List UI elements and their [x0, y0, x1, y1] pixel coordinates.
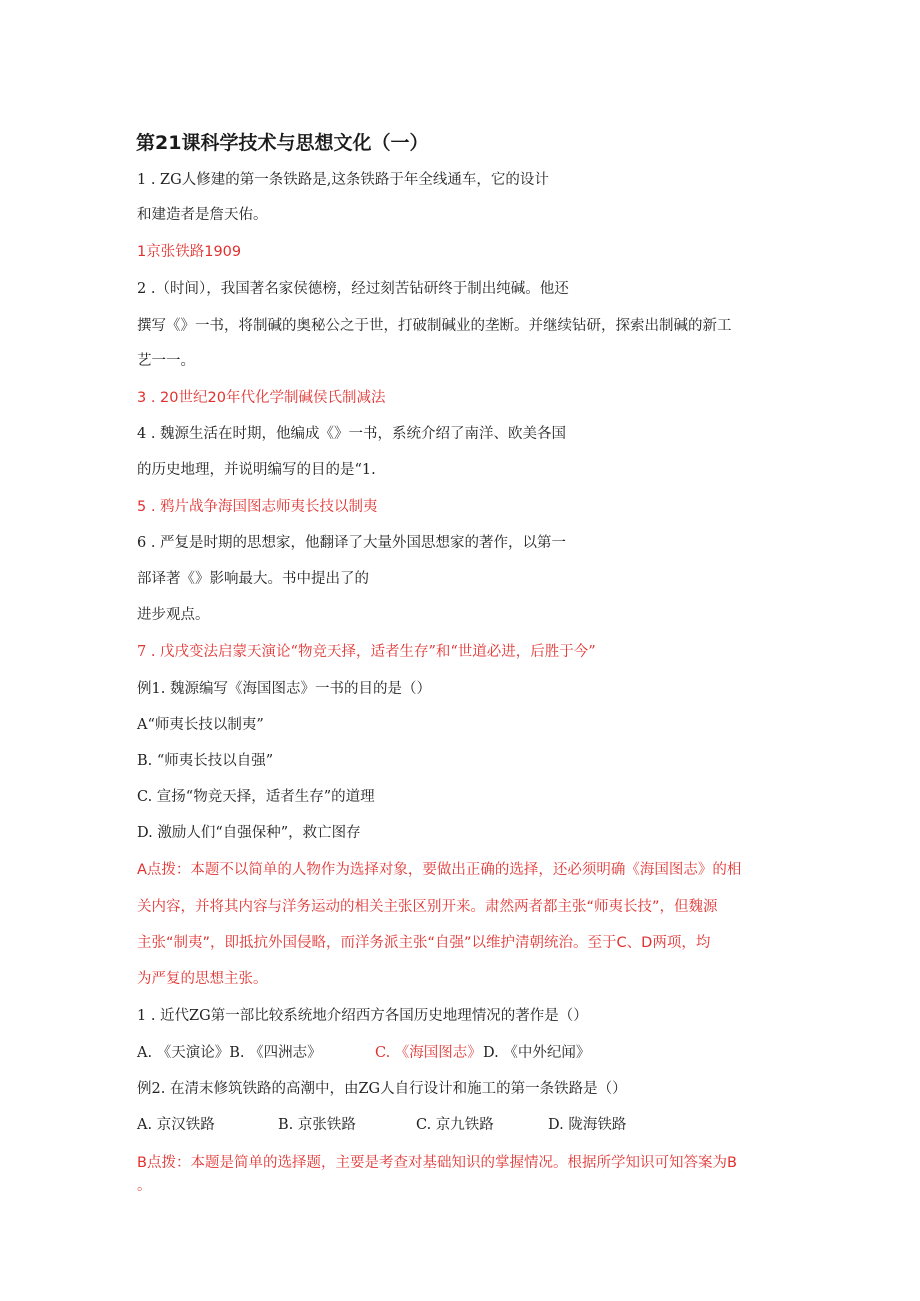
question-1-line-1: 1 . ZG人修建的第一条铁路是,这条铁路于年全线通车，它的设计 — [137, 172, 549, 188]
example-1-question: 例1. 魏源编写《海国图志》一书的目的是（） — [137, 681, 431, 697]
practice-1-option-c: C. 《海国图志》 — [375, 1045, 482, 1061]
question-2-line-2: 撰写《》一书，将制碱的奥秘公之于世，打破制碱业的垄断。并继续钻研，探索出制碱的新工 — [137, 318, 732, 334]
answer-7: 7 . 戊戌变法启蒙天演论“物竞天择，适者生存”和“世道必进，后胜于今” — [137, 644, 596, 660]
answer-3: 3 . 20世纪20年代化学制碱侯氏制减法 — [137, 390, 386, 406]
practice-1-question: 1 . 近代ZG第一部比较系统地介绍西方各国历史地理情况的著作是（） — [137, 1008, 588, 1024]
example-1-option-c: C. 宣扬“物竞天择，适者生存”的道理 — [137, 789, 375, 805]
page-title: 第21课科学技术与思想文化（一） — [136, 132, 429, 154]
example-2-option-a: A. 京汉铁路 — [137, 1117, 215, 1133]
example-1-option-d: D. 激励人们“自强保种”，救亡图存 — [137, 825, 361, 841]
example-2-answer-line-1: B点拨：本题是简单的选择题，主要是考查对基础知识的掌握情况。根据所学知识可知答案为B — [137, 1155, 737, 1171]
example-1-answer-line-4: 为严复的思想主张。 — [137, 971, 268, 987]
example-2-option-c: C. 京九铁路 — [416, 1117, 494, 1133]
question-1-line-2: 和建造者是詹天佑。 — [137, 207, 268, 223]
example-1-answer-line-2: 关内容，并将其内容与洋务运动的相关主张区别开来。肃然两者都主张“师夷长技”，但魏源 — [137, 899, 718, 915]
question-6-line-2: 部译著《》影响最大。书中提出了的 — [137, 571, 369, 587]
practice-1-options — [137, 1043, 591, 1063]
answer-5: 5 . 鸦片战争海国图志师夷长技以制夷 — [137, 499, 378, 515]
example-2-option-d: D. 陇海铁路 — [548, 1117, 627, 1133]
example-1-option-b: B. “师夷长技以自强” — [137, 753, 274, 769]
example-2-question: 例2. 在清末修筑铁路的高潮中，由ZG人自行设计和施工的第一条铁路是（） — [137, 1081, 627, 1097]
answer-1: 1京张铁路1909 — [137, 244, 242, 260]
question-6-line-3: 进步观点。 — [137, 607, 210, 623]
example-2-answer-line-2: 。 — [137, 1178, 152, 1194]
practice-1-option-d: D. 《中外纪闻》 — [483, 1045, 591, 1061]
example-1-answer-line-1: A点拨：本题不以简单的人物作为选择对象，要做出正确的选择，还必须明确《海国图志》的相 — [137, 862, 742, 878]
question-6-line-1: 6 . 严复是时期的思想家，他翻译了大量外国思想家的著作，以第一 — [137, 535, 567, 551]
question-4-line-2: 的历史地理，并说明编写的目的是“1. — [137, 462, 376, 478]
question-2-line-1: 2 .（时间），我国著名家侯德榜，经过刻苦钻研终于制出纯碱。他还 — [137, 281, 569, 297]
question-2-line-3: 艺一一。 — [137, 353, 195, 369]
example-2-option-b: B. 京张铁路 — [278, 1117, 356, 1133]
example-1-answer-line-3: 主张“制夷”，即抵抗外国侵略，而洋务派主张“自强”以维护清朝统治。至于C、D两项，均 — [137, 935, 711, 951]
example-1-option-a: A“师夷长技以制夷” — [137, 717, 264, 733]
question-4-line-1: 4 . 魏源生活在时期，他编成《》一书，系统介绍了南洋、欧美各国 — [137, 426, 567, 442]
practice-1-option-ab: A. 《天演论》B. 《四洲志》 — [137, 1045, 322, 1061]
